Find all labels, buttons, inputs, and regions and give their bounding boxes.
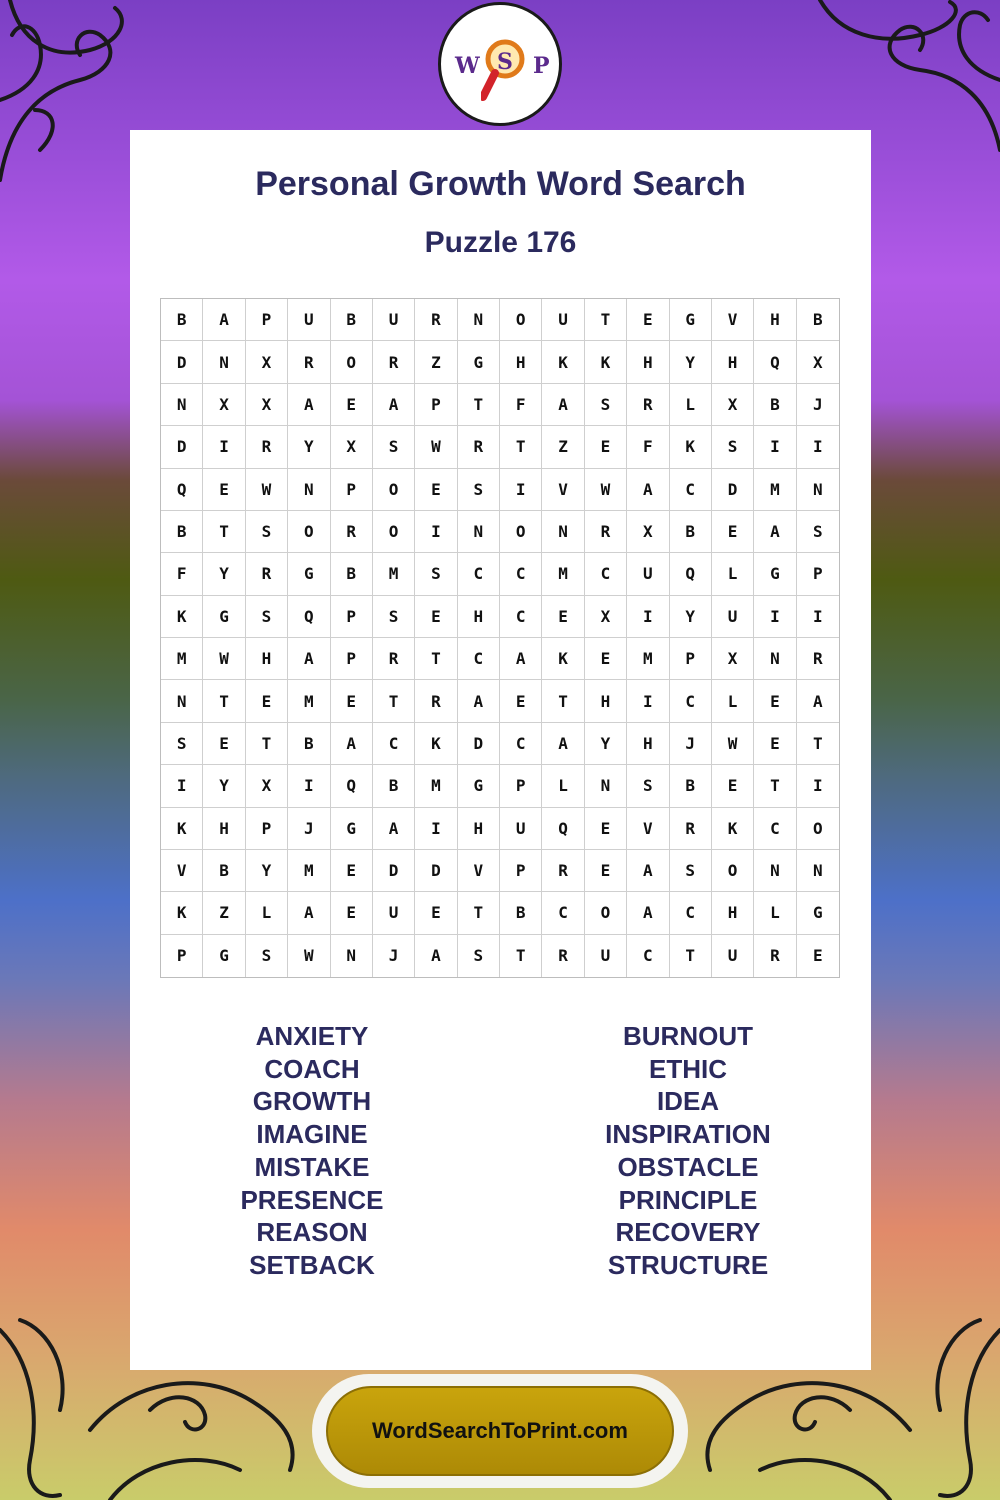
grid-cell: Y bbox=[585, 723, 627, 765]
grid-cell: A bbox=[415, 935, 457, 977]
word-list-item: SETBACK bbox=[249, 1249, 375, 1280]
top-left-flourish bbox=[0, 0, 150, 200]
grid-cell: A bbox=[288, 384, 330, 426]
grid-cell: M bbox=[373, 553, 415, 595]
grid-cell: T bbox=[458, 384, 500, 426]
grid-cell: L bbox=[542, 765, 584, 807]
grid-cell: R bbox=[246, 553, 288, 595]
grid-cell: I bbox=[754, 596, 796, 638]
grid-cell: T bbox=[585, 299, 627, 341]
grid-cell: O bbox=[288, 511, 330, 553]
grid-cell: A bbox=[288, 638, 330, 680]
grid-cell: C bbox=[373, 723, 415, 765]
grid-cell: O bbox=[500, 299, 542, 341]
grid-cell: E bbox=[812, 946, 823, 966]
grid-cell: R bbox=[288, 341, 330, 383]
grid-cell: T bbox=[500, 426, 542, 468]
grid-cell: N bbox=[754, 850, 796, 892]
grid-cell: C bbox=[627, 935, 669, 977]
grid-cell: R bbox=[458, 426, 500, 468]
grid-cell: V bbox=[627, 808, 669, 850]
grid-cell: N bbox=[203, 341, 245, 383]
grid-cell: T bbox=[754, 765, 796, 807]
logo-letter-s: S bbox=[497, 49, 513, 75]
website-label: WordSearchToPrint.com bbox=[372, 1418, 628, 1443]
grid-cell: S bbox=[373, 596, 415, 638]
grid-cell: T bbox=[203, 680, 245, 722]
grid-cell: B bbox=[161, 511, 203, 553]
grid-cell: R bbox=[373, 638, 415, 680]
grid-cell: E bbox=[754, 723, 796, 765]
grid-cell: L bbox=[712, 553, 754, 595]
grid-cell: Y bbox=[246, 850, 288, 892]
grid-cell: E bbox=[331, 680, 373, 722]
website-button[interactable] bbox=[326, 1386, 674, 1476]
grid-cell: T bbox=[415, 638, 457, 680]
grid-cell: C bbox=[458, 638, 500, 680]
grid-cell: T bbox=[246, 723, 288, 765]
grid-cell: D bbox=[458, 723, 500, 765]
grid-cell: Y bbox=[203, 553, 245, 595]
grid-cell: E bbox=[246, 680, 288, 722]
grid-cell: Z bbox=[415, 341, 457, 383]
grid-cell: O bbox=[712, 850, 754, 892]
grid-cell: K bbox=[670, 426, 712, 468]
word-list-item: MISTAKE bbox=[254, 1151, 370, 1182]
grid-cell: R bbox=[373, 341, 415, 383]
grid-cell: C bbox=[585, 553, 627, 595]
grid-cell: H bbox=[585, 680, 627, 722]
word-list-item: REASON bbox=[256, 1217, 368, 1248]
grid-cell: E bbox=[331, 384, 373, 426]
grid-cell: M bbox=[288, 850, 330, 892]
grid-cell: Q bbox=[161, 469, 203, 511]
grid-cell: H bbox=[627, 341, 669, 383]
grid-cell: Z bbox=[542, 426, 584, 468]
grid-cell: B bbox=[754, 384, 796, 426]
grid-cell: Q bbox=[542, 808, 584, 850]
grid-cell: J bbox=[670, 723, 712, 765]
grid-cell: T bbox=[500, 935, 542, 977]
grid-cell: M bbox=[542, 553, 584, 595]
grid-cell: G bbox=[754, 553, 796, 595]
grid-cell: S bbox=[415, 553, 457, 595]
grid-cell: A bbox=[458, 680, 500, 722]
grid-cell: P bbox=[331, 596, 373, 638]
grid-cell: N bbox=[754, 638, 796, 680]
grid-cell: J bbox=[373, 935, 415, 977]
grid-cell: L bbox=[670, 384, 712, 426]
grid-cell: B bbox=[331, 299, 373, 341]
word-list-item: ETHIC bbox=[649, 1053, 727, 1084]
grid-cell: E bbox=[500, 680, 542, 722]
grid-cell: Z bbox=[203, 892, 245, 934]
grid-cell: N bbox=[161, 384, 203, 426]
grid-cell: N bbox=[458, 511, 500, 553]
grid-cell: T bbox=[203, 511, 245, 553]
grid-cell: W bbox=[585, 469, 627, 511]
grid-cell: E bbox=[585, 808, 627, 850]
grid-cell: P bbox=[246, 808, 288, 850]
word-list-item: COACH bbox=[264, 1053, 360, 1084]
grid-cell: A bbox=[542, 384, 584, 426]
grid-cell: E bbox=[203, 469, 245, 511]
grid-cell: H bbox=[712, 341, 754, 383]
grid-cell: E bbox=[712, 511, 754, 553]
grid-cell: T bbox=[797, 723, 839, 765]
grid-cell: U bbox=[712, 935, 754, 977]
grid-cell: G bbox=[797, 892, 839, 934]
grid-cell: X bbox=[712, 384, 754, 426]
grid-cell: B bbox=[288, 723, 330, 765]
grid-cell: Q bbox=[670, 553, 712, 595]
grid-cell: O bbox=[331, 341, 373, 383]
grid-cell: I bbox=[415, 511, 457, 553]
word-list-item: BURNOUT bbox=[623, 1021, 753, 1051]
grid-cell: O bbox=[585, 892, 627, 934]
grid-cell: N bbox=[797, 850, 839, 892]
grid-cell: G bbox=[670, 299, 712, 341]
grid-cell: I bbox=[797, 426, 839, 468]
grid-cell: T bbox=[373, 680, 415, 722]
puzzle-number: Puzzle 176 bbox=[424, 226, 577, 259]
grid-cell: P bbox=[331, 469, 373, 511]
grid-cell: R bbox=[246, 426, 288, 468]
grid-cell: E bbox=[585, 426, 627, 468]
grid-cell: O bbox=[500, 511, 542, 553]
word-list-item: RECOVERY bbox=[615, 1217, 761, 1248]
grid-cell: I bbox=[627, 596, 669, 638]
grid-cell: S bbox=[246, 935, 288, 977]
grid-cell: W bbox=[712, 723, 754, 765]
grid-cell: V bbox=[542, 469, 584, 511]
grid-cell: M bbox=[415, 765, 457, 807]
grid-cell: X bbox=[585, 596, 627, 638]
grid-cell: O bbox=[373, 469, 415, 511]
grid-cell: U bbox=[585, 935, 627, 977]
grid-cell: Y bbox=[670, 596, 712, 638]
grid-cell: D bbox=[712, 469, 754, 511]
grid-cell: X bbox=[203, 384, 245, 426]
grid-cell: A bbox=[500, 638, 542, 680]
grid-cell: I bbox=[161, 765, 203, 807]
grid-cell: O bbox=[373, 511, 415, 553]
grid-cell: E bbox=[585, 850, 627, 892]
grid-cell: U bbox=[627, 553, 669, 595]
grid-cell: E bbox=[627, 299, 669, 341]
grid-cell: M bbox=[161, 638, 203, 680]
grid-cell: D bbox=[373, 850, 415, 892]
grid-cell: R bbox=[542, 850, 584, 892]
word-list-item: ANXIETY bbox=[255, 1021, 369, 1051]
grid-cell: S bbox=[585, 384, 627, 426]
word-list-item: STRUCTURE bbox=[607, 1249, 769, 1280]
grid-cell: U bbox=[500, 808, 542, 850]
grid-cell: B bbox=[670, 511, 712, 553]
grid-cell: D bbox=[161, 426, 203, 468]
grid-cell: S bbox=[670, 850, 712, 892]
grid-cell: X bbox=[331, 426, 373, 468]
grid-cell: K bbox=[712, 808, 754, 850]
grid-cell: F bbox=[500, 384, 542, 426]
grid-cell: A bbox=[373, 384, 415, 426]
grid-cell: O bbox=[797, 808, 839, 850]
grid-cell: J bbox=[288, 808, 330, 850]
grid-cell: U bbox=[542, 299, 584, 341]
word-list-item: GROWTH bbox=[252, 1086, 372, 1117]
grid-cell: K bbox=[542, 638, 584, 680]
grid-cell: N bbox=[161, 680, 203, 722]
grid-cell: E bbox=[415, 892, 457, 934]
grid-cell: H bbox=[246, 638, 288, 680]
grid-cell: L bbox=[246, 892, 288, 934]
grid-cell: R bbox=[331, 511, 373, 553]
grid-cell: D bbox=[161, 341, 203, 383]
page-title: Personal Growth Word Search bbox=[255, 165, 746, 203]
grid-cell: E bbox=[754, 680, 796, 722]
grid-cell: X bbox=[246, 765, 288, 807]
grid-cell: E bbox=[415, 469, 457, 511]
grid-cell: P bbox=[161, 935, 203, 977]
grid-cell: E bbox=[331, 850, 373, 892]
grid-cell: H bbox=[627, 723, 669, 765]
logo-letter-p: P bbox=[533, 53, 550, 79]
grid-cell: I bbox=[203, 426, 245, 468]
grid-cell: A bbox=[754, 511, 796, 553]
grid-cell: N bbox=[288, 469, 330, 511]
grid-cell: Q bbox=[754, 341, 796, 383]
grid-cell: R bbox=[670, 808, 712, 850]
grid-cell: E bbox=[203, 723, 245, 765]
grid-cell: U bbox=[712, 596, 754, 638]
grid-cell: E bbox=[712, 765, 754, 807]
grid-cell: I bbox=[754, 426, 796, 468]
grid-cell: A bbox=[288, 892, 330, 934]
grid-cell: B bbox=[161, 299, 203, 341]
grid-cell: H bbox=[458, 808, 500, 850]
grid-cell: E bbox=[415, 596, 457, 638]
grid-cell: A bbox=[627, 892, 669, 934]
grid-cell: K bbox=[161, 808, 203, 850]
word-list-item: OBSTACLE bbox=[617, 1151, 759, 1182]
grid-cell: N bbox=[331, 935, 373, 977]
grid-cell: G bbox=[331, 808, 373, 850]
grid-cell: G bbox=[288, 553, 330, 595]
grid-cell: B bbox=[797, 299, 839, 341]
word-list-item: PRINCIPLE bbox=[618, 1184, 758, 1215]
grid-cell: H bbox=[458, 596, 500, 638]
logo-letter-w: W bbox=[455, 53, 480, 79]
grid-cell: G bbox=[458, 765, 500, 807]
grid-cell: S bbox=[712, 426, 754, 468]
grid-cell: P bbox=[797, 553, 839, 595]
grid-cell: K bbox=[585, 341, 627, 383]
grid-cell: S bbox=[458, 469, 500, 511]
grid-cell: L bbox=[754, 892, 796, 934]
grid-cell: T bbox=[670, 935, 712, 977]
grid-cell: R bbox=[627, 384, 669, 426]
grid-cell: W bbox=[203, 638, 245, 680]
grid-cell: P bbox=[500, 765, 542, 807]
grid-cell: K bbox=[161, 892, 203, 934]
grid-cell: S bbox=[373, 426, 415, 468]
grid-cell: B bbox=[331, 553, 373, 595]
grid-cell: X bbox=[797, 341, 839, 383]
grid-cell: L bbox=[712, 680, 754, 722]
grid-cell: R bbox=[797, 638, 839, 680]
grid-cell: B bbox=[670, 765, 712, 807]
grid-cell: C bbox=[542, 892, 584, 934]
grid-cell: Q bbox=[331, 765, 373, 807]
grid-cell: A bbox=[627, 850, 669, 892]
grid-cell: J bbox=[797, 384, 839, 426]
grid-cell: F bbox=[627, 426, 669, 468]
grid-cell: V bbox=[712, 299, 754, 341]
wsp-logo bbox=[438, 2, 562, 126]
word-list-item: INSPIRATION bbox=[605, 1119, 771, 1150]
grid-cell: F bbox=[161, 553, 203, 595]
grid-cell: C bbox=[500, 723, 542, 765]
grid-cell: X bbox=[246, 341, 288, 383]
grid-cell: Q bbox=[288, 596, 330, 638]
grid-cell: D bbox=[415, 850, 457, 892]
grid-cell: M bbox=[754, 469, 796, 511]
grid-cell: W bbox=[415, 426, 457, 468]
grid-cell: W bbox=[246, 469, 288, 511]
grid-cell: B bbox=[500, 892, 542, 934]
grid-cell: G bbox=[203, 935, 245, 977]
grid-cell: S bbox=[797, 511, 839, 553]
grid-cell: Y bbox=[288, 426, 330, 468]
grid-cell: E bbox=[585, 638, 627, 680]
grid-cell: A bbox=[203, 299, 245, 341]
grid-cell: C bbox=[754, 808, 796, 850]
grid-cell: G bbox=[458, 341, 500, 383]
grid-cell: H bbox=[712, 892, 754, 934]
grid-cell: C bbox=[500, 596, 542, 638]
grid-cell: I bbox=[415, 808, 457, 850]
grid-cell: S bbox=[627, 765, 669, 807]
grid-cell: E bbox=[542, 596, 584, 638]
grid-cell: M bbox=[627, 638, 669, 680]
grid-cell: H bbox=[203, 808, 245, 850]
grid-cell: K bbox=[161, 596, 203, 638]
grid-cell: A bbox=[627, 469, 669, 511]
grid-cell: R bbox=[415, 299, 457, 341]
grid-cell: T bbox=[458, 892, 500, 934]
grid-cell: X bbox=[712, 638, 754, 680]
grid-cell: P bbox=[246, 299, 288, 341]
grid-cell: I bbox=[500, 469, 542, 511]
grid-cell: C bbox=[458, 553, 500, 595]
word-list-item: PRESENCE bbox=[240, 1184, 384, 1215]
grid-cell: S bbox=[161, 723, 203, 765]
grid-cell: I bbox=[797, 596, 839, 638]
grid-cell: C bbox=[500, 553, 542, 595]
grid-cell: G bbox=[203, 596, 245, 638]
grid-cell: A bbox=[331, 723, 373, 765]
grid-cell: V bbox=[161, 850, 203, 892]
word-list-left bbox=[162, 1020, 462, 1282]
grid-cell: X bbox=[246, 384, 288, 426]
grid-cell: I bbox=[797, 765, 839, 807]
word-list-item: IDEA bbox=[656, 1086, 720, 1117]
grid-cell: H bbox=[754, 299, 796, 341]
grid-cell: S bbox=[246, 511, 288, 553]
grid-cell: R bbox=[542, 935, 584, 977]
grid-cell: N bbox=[585, 765, 627, 807]
grid-cell: M bbox=[288, 680, 330, 722]
grid-cell: V bbox=[458, 850, 500, 892]
grid-cell: K bbox=[542, 341, 584, 383]
grid-cell: Y bbox=[670, 341, 712, 383]
grid-cell: U bbox=[373, 892, 415, 934]
grid-cell: C bbox=[670, 469, 712, 511]
grid-cell: S bbox=[246, 596, 288, 638]
grid-cell: N bbox=[458, 299, 500, 341]
grid-cell: I bbox=[288, 765, 330, 807]
grid-cell: U bbox=[288, 299, 330, 341]
grid-cell: C bbox=[670, 680, 712, 722]
letter-grid bbox=[160, 298, 840, 978]
grid-cell: A bbox=[373, 808, 415, 850]
grid-cell: B bbox=[373, 765, 415, 807]
grid-cell: R bbox=[415, 680, 457, 722]
grid-cell: X bbox=[627, 511, 669, 553]
word-list-right bbox=[538, 1020, 838, 1282]
grid-cell: A bbox=[542, 723, 584, 765]
grid-cell: B bbox=[203, 850, 245, 892]
grid-cell: T bbox=[542, 680, 584, 722]
grid-cell: R bbox=[754, 935, 796, 977]
grid-cell: P bbox=[331, 638, 373, 680]
grid-cell: P bbox=[500, 850, 542, 892]
grid-cell: P bbox=[670, 638, 712, 680]
grid-cell: H bbox=[500, 341, 542, 383]
grid-cell: R bbox=[585, 511, 627, 553]
grid-cell: U bbox=[373, 299, 415, 341]
grid-cell: W bbox=[288, 935, 330, 977]
grid-cell: K bbox=[415, 723, 457, 765]
grid-cell: A bbox=[797, 680, 839, 722]
word-list-item: IMAGINE bbox=[256, 1119, 368, 1150]
grid-cell: C bbox=[670, 892, 712, 934]
grid-cell: P bbox=[415, 384, 457, 426]
grid-cell: Y bbox=[203, 765, 245, 807]
grid-cell: I bbox=[627, 680, 669, 722]
grid-cell: E bbox=[331, 892, 373, 934]
grid-cell: N bbox=[797, 469, 839, 511]
grid-cell: N bbox=[542, 511, 584, 553]
grid-cell: S bbox=[458, 935, 500, 977]
